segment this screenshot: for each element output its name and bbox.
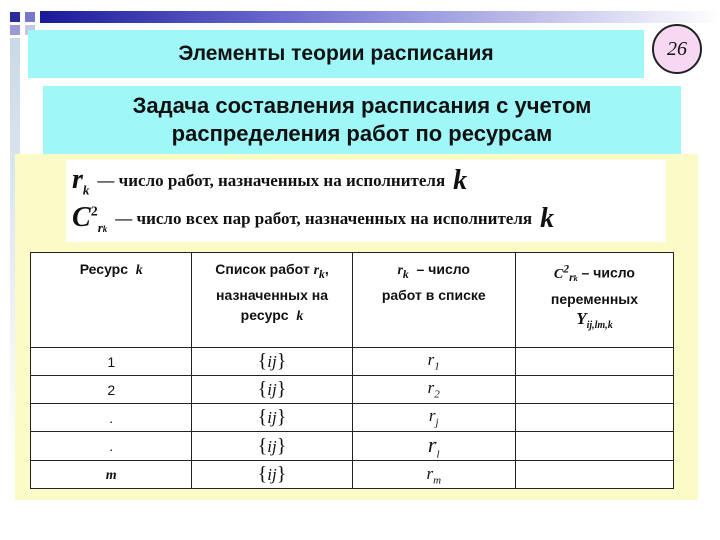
deco-square <box>10 12 20 22</box>
cell-variables <box>515 432 673 461</box>
cell-resource: . <box>31 404 192 432</box>
subtitle-line-1: Задача составления расписания с учетом <box>132 93 592 118</box>
cell-variables <box>515 376 673 404</box>
slide-subtitle <box>43 86 681 154</box>
cell-count: $r_2$ <box>352 376 515 404</box>
header-resource: Ресурс k <box>31 253 192 348</box>
definition-crk <box>72 200 554 238</box>
slide-title-text: Элементы теории расписания <box>178 42 494 65</box>
cell-count: $r_m$ <box>352 461 515 489</box>
definition-var: k <box>540 203 555 234</box>
table-row <box>31 461 674 489</box>
cell-count: $r_l$ <box>352 432 515 461</box>
cell-set: {ij} <box>192 404 352 432</box>
slide-number: 26 <box>667 37 687 60</box>
cell-variables <box>515 404 673 432</box>
definition-symbol: $C^2_{rk}$ <box>72 201 108 236</box>
definition-var: k <box>453 165 468 196</box>
header-work-list: Список работ $r_k$, назначенных на ресурс k <box>192 253 352 348</box>
definition-text: — число работ, назначенных на исполнителя <box>97 171 446 190</box>
header-work-count: $r_k$ – число работ в списке <box>352 253 515 348</box>
table-header-row <box>31 253 674 348</box>
table-row <box>31 376 674 404</box>
cell-set: {ij} <box>192 461 352 489</box>
definition-symbol: $r_k$ <box>72 163 90 198</box>
slide-number-badge <box>652 24 702 74</box>
cell-resource: 2 <box>31 376 192 404</box>
top-gradient-bar <box>40 11 720 23</box>
definition-text: — число всех пар работ, назначенных на исполнителя <box>115 209 533 228</box>
cell-resource: 1 <box>31 348 192 376</box>
table-row <box>31 348 674 376</box>
cell-resource: m <box>31 461 192 489</box>
table-row <box>31 404 674 432</box>
deco-square <box>10 25 20 35</box>
subtitle-line-2: распределения работ по ресурсам <box>171 121 553 146</box>
cell-variables <box>515 461 673 489</box>
cell-set: {ij} <box>192 432 352 461</box>
cell-count: $r_1$ <box>352 348 515 376</box>
cell-variables <box>515 348 673 376</box>
resource-table <box>30 252 674 489</box>
cell-set: {ij} <box>192 348 352 376</box>
cell-count: $r_j$ <box>352 404 515 432</box>
cell-resource: . <box>31 432 192 461</box>
deco-square <box>25 12 35 22</box>
definitions-box <box>66 160 666 242</box>
slide-title <box>28 30 644 78</box>
cell-set: {ij} <box>192 376 352 404</box>
header-variable-count: $C^2_{rk}$ – число переменных $Y_{ij,lm,k}$ <box>515 253 673 348</box>
table-row <box>31 432 674 461</box>
definition-rk <box>72 162 467 200</box>
